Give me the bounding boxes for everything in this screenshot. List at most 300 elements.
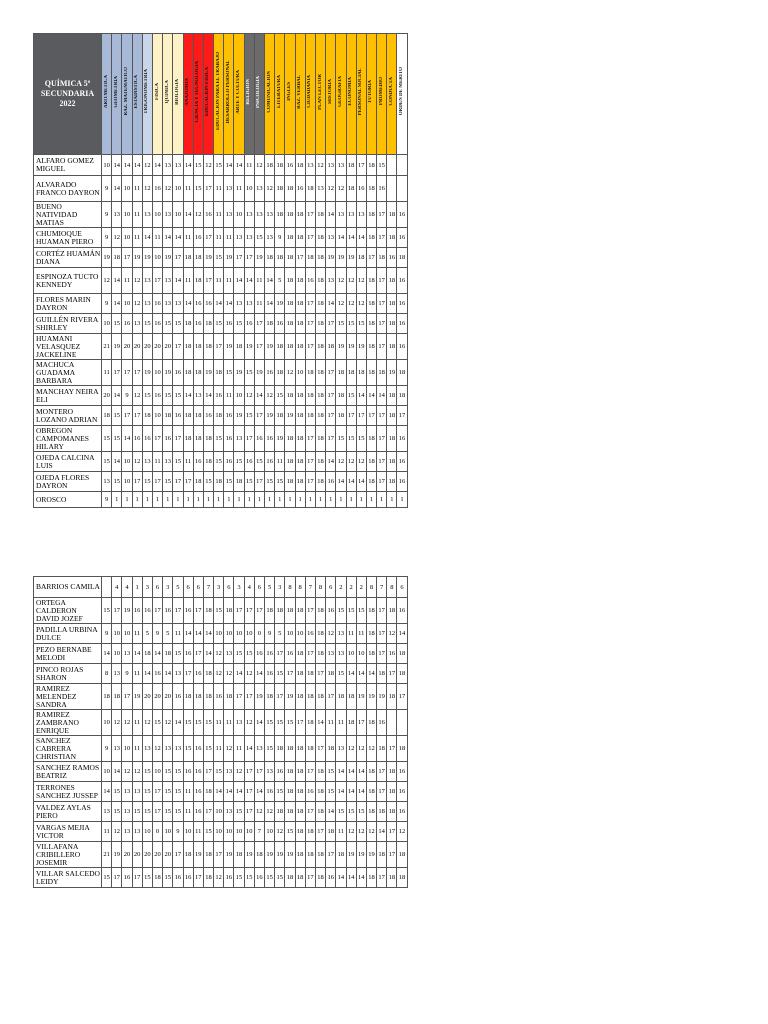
grade-cell: 13	[224, 644, 234, 664]
grade-cell: 11	[254, 268, 264, 294]
grade-cell: 1	[265, 492, 275, 508]
grade-cell: 19	[265, 406, 275, 426]
grade-cell: 18	[203, 426, 213, 452]
grade-cell: 18	[224, 598, 234, 624]
grade-cell: 14	[254, 782, 264, 802]
grade-cell: 13	[254, 176, 264, 202]
subject-header-label: PSICOLOGIA	[256, 75, 262, 108]
grade-cell: 18	[377, 802, 387, 822]
grade-cell: 7	[254, 822, 264, 842]
grade-cell: 17	[305, 868, 315, 888]
grade-cell: 19	[224, 334, 234, 360]
grade-cell: 15	[173, 782, 183, 802]
grade-cell: 17	[377, 762, 387, 782]
grade-cell: 20	[122, 842, 132, 868]
grade-cell: 8	[315, 577, 325, 598]
grade-cell: 3	[234, 577, 244, 598]
student-name: OBREGON CAMPOMANES HILARY	[34, 426, 102, 452]
grade-cell: 11	[224, 228, 234, 248]
grade-cell: 20	[142, 842, 152, 868]
grade-cell: 17	[254, 334, 264, 360]
grade-cell: 1	[387, 492, 397, 508]
grade-cell: 12	[214, 664, 224, 684]
subject-header-label: EDUCACION PARA EL TRABAJO	[215, 52, 221, 131]
student-name: FLORES MARIN DAYRON	[34, 294, 102, 314]
subject-header	[203, 34, 213, 155]
grade-cell: 18	[285, 268, 295, 294]
grade-cell: 18	[224, 684, 234, 710]
grade-cell: 16	[397, 782, 407, 802]
grade-cell: 17	[152, 268, 162, 294]
grade-cell: 17	[305, 202, 315, 228]
grade-cell: 11	[214, 176, 224, 202]
grade-cell: 9	[173, 822, 183, 842]
grade-cell: 12	[112, 822, 122, 842]
subject-header	[315, 34, 325, 155]
grade-cell: 11	[183, 176, 193, 202]
grade-cell: 17	[326, 842, 336, 868]
grade-cell: 14	[356, 782, 366, 802]
grade-cell: 15	[173, 386, 183, 406]
header-row	[34, 34, 408, 155]
grade-cell: 8	[295, 577, 305, 598]
student-row	[34, 684, 408, 710]
grade-cell: 8	[366, 577, 376, 598]
grade-cell: 18	[285, 782, 295, 802]
grade-cell: 14	[183, 155, 193, 176]
subject-header	[224, 34, 234, 155]
grade-cell: 18	[285, 334, 295, 360]
student-row	[34, 664, 408, 684]
grade-cell: 15	[173, 452, 183, 472]
grade-cell: 16	[224, 314, 234, 334]
grade-cell: 1	[214, 492, 224, 508]
subject-header-label: TRIGONOMETRIA	[144, 69, 150, 114]
grade-cell: 11	[254, 294, 264, 314]
grade-cell: 15	[142, 762, 152, 782]
grade-cell: 17	[305, 598, 315, 624]
grade-cell: 18	[295, 294, 305, 314]
grade-cell: 16	[193, 294, 203, 314]
grade-cell: 19	[326, 248, 336, 268]
grade-cell: 12	[326, 624, 336, 644]
grade-cell: 10	[112, 624, 122, 644]
grade-cell: 19	[234, 360, 244, 386]
grade-cell: 16	[152, 294, 162, 314]
grade-cell: 15	[183, 710, 193, 736]
grade-cell: 13	[234, 710, 244, 736]
grade-cell: 18	[285, 386, 295, 406]
grade-cell: 18	[234, 472, 244, 492]
grade-cell: 16	[142, 598, 152, 624]
grade-cell: 16	[193, 664, 203, 684]
grade-cell: 17	[193, 598, 203, 624]
grade-cell: 18	[315, 624, 325, 644]
grade-cell: 16	[183, 598, 193, 624]
grade-cell: 18	[193, 334, 203, 360]
grade-cell	[387, 710, 397, 736]
grade-cell: 15	[346, 598, 356, 624]
grade-cell: 16	[152, 386, 162, 406]
grade-cell: 7	[305, 577, 315, 598]
grade-cell: 1	[315, 492, 325, 508]
grade-cell: 17	[244, 248, 254, 268]
grade-cell: 15	[173, 644, 183, 664]
grade-cell: 18	[193, 406, 203, 426]
student-row	[34, 248, 408, 268]
grade-cell: 12	[132, 452, 142, 472]
student-row	[34, 492, 408, 508]
grade-cell: 17	[244, 802, 254, 822]
grade-cell: 16	[132, 598, 142, 624]
student-row	[34, 406, 408, 426]
grade-cell: 15	[203, 822, 213, 842]
grade-cell: 17	[244, 684, 254, 710]
grade-cell: 12	[142, 155, 152, 176]
grade-cell: 16	[397, 598, 407, 624]
subject-header-label: COMUNICACION	[266, 70, 272, 113]
grade-cell: 15	[142, 386, 152, 406]
grade-cell: 10	[102, 314, 112, 334]
grade-cell: 18	[315, 406, 325, 426]
grade-cell: 18	[295, 598, 305, 624]
grade-cell: 19	[234, 406, 244, 426]
subject-header-label: TUTORIA	[368, 79, 374, 104]
grade-cell: 18	[102, 406, 112, 426]
grade-cell: 12	[336, 176, 346, 202]
grade-cell: 14	[173, 268, 183, 294]
grade-cell: 15	[203, 736, 213, 762]
grade-cell: 13	[254, 736, 264, 762]
grade-cell: 19	[275, 294, 285, 314]
grade-cell: 13	[336, 736, 346, 762]
student-name: OJEDA FLORES DAYRON	[34, 472, 102, 492]
grade-cell: 17	[203, 228, 213, 248]
grade-cell: 16	[397, 268, 407, 294]
grade-cell: 18	[295, 868, 305, 888]
grade-cell: 18	[183, 842, 193, 868]
grade-cell: 13	[224, 762, 234, 782]
grade-cell: 14	[234, 664, 244, 684]
grade-cell: 18	[336, 386, 346, 406]
grade-cell: 17	[326, 684, 336, 710]
grade-cell: 16	[173, 360, 183, 386]
grade-cell: 5	[142, 624, 152, 644]
student-row	[34, 762, 408, 782]
grade-cell: 18	[377, 664, 387, 684]
grade-cell: 18	[387, 314, 397, 334]
subject-header-label: LITERATURA	[276, 75, 282, 108]
grade-cell: 18	[315, 228, 325, 248]
grade-cell: 13	[336, 624, 346, 644]
grade-cell: 19	[112, 842, 122, 868]
grade-cell: 15	[173, 762, 183, 782]
grade-cell: 13	[326, 268, 336, 294]
grade-cell: 18	[326, 822, 336, 842]
grade-cell: 14	[163, 228, 173, 248]
grade-cell: 17	[315, 664, 325, 684]
student-name: SANCHEZ RAMOS BEATRIZ	[34, 762, 102, 782]
grade-cell: 16	[152, 314, 162, 334]
grade-cell: 17	[234, 684, 244, 710]
grade-cell: 12	[214, 868, 224, 888]
grade-cell: 17	[152, 598, 162, 624]
grade-cell: 19	[244, 334, 254, 360]
grade-cell: 19	[244, 842, 254, 868]
grade-cell: 14	[112, 294, 122, 314]
grade-cell: 16	[285, 644, 295, 664]
grade-cell: 19	[356, 684, 366, 710]
grade-cell: 6	[397, 577, 407, 598]
grade-cell: 14	[214, 782, 224, 802]
grade-cell: 19	[224, 248, 234, 268]
grade-cell: 1	[244, 492, 254, 508]
grade-cell: 15	[275, 664, 285, 684]
grade-cell: 17	[397, 684, 407, 710]
grade-cell: 12	[224, 736, 234, 762]
grade-cell: 3	[275, 577, 285, 598]
grade-cell: 14	[336, 472, 346, 492]
grade-cell: 14	[346, 664, 356, 684]
grade-cell: 19	[285, 842, 295, 868]
grade-cell: 15	[112, 406, 122, 426]
grade-cell: 15	[183, 736, 193, 762]
grade-cell: 7	[377, 577, 387, 598]
subject-header	[173, 34, 183, 155]
grade-cell: 18	[366, 472, 376, 492]
grade-cell: 15	[163, 782, 173, 802]
subject-header	[132, 34, 142, 155]
grade-cell: 15	[275, 710, 285, 736]
grade-cell: 10	[356, 644, 366, 664]
grade-cell: 15	[214, 248, 224, 268]
grade-cell: 19	[102, 248, 112, 268]
grade-cell: 21	[102, 842, 112, 868]
grade-cell: 16	[397, 202, 407, 228]
grade-cell: 13	[234, 426, 244, 452]
grade-cell: 14	[203, 386, 213, 406]
grade-cell: 13	[142, 736, 152, 762]
student-name: PINCO ROJAS SHARON	[34, 664, 102, 684]
grade-cell: 18	[305, 842, 315, 868]
grade-cell: 12	[285, 360, 295, 386]
student-row	[34, 228, 408, 248]
subject-header-label: ARTE Y CULTURA	[236, 69, 242, 114]
grade-cell: 11	[214, 710, 224, 736]
grade-cell: 18	[275, 202, 285, 228]
grade-cell: 12	[356, 452, 366, 472]
grade-cell: 11	[122, 268, 132, 294]
grade-cell: 18	[326, 334, 336, 360]
grade-cell: 14	[112, 386, 122, 406]
grade-cell: 12	[112, 710, 122, 736]
grade-cell: 14	[122, 155, 132, 176]
subject-header-label: EDUCACION FISICA	[205, 66, 211, 117]
subject-header-label: CIENCIA Y TECNOLOGIA	[195, 60, 201, 123]
grade-cell: 20	[142, 684, 152, 710]
grade-cell: 1	[122, 492, 132, 508]
grade-cell: 15	[102, 426, 112, 452]
grade-cell: 18	[397, 386, 407, 406]
grade-cell: 18	[295, 782, 305, 802]
grade-cell: 14	[173, 228, 183, 248]
grade-cell: 17	[214, 842, 224, 868]
grade-cell: 18	[193, 248, 203, 268]
student-row	[34, 334, 408, 360]
grade-cell: 14	[366, 386, 376, 406]
grade-cell: 18	[183, 406, 193, 426]
grade-cell: 18	[336, 406, 346, 426]
grade-cell: 13	[234, 294, 244, 314]
grade-cell: 12	[122, 762, 132, 782]
grade-cell: 19	[285, 406, 295, 426]
grade-cell: 18	[315, 684, 325, 710]
grade-cell: 20	[132, 842, 142, 868]
grade-cell: 13	[112, 202, 122, 228]
subject-header	[234, 34, 244, 155]
grade-cell: 18	[387, 228, 397, 248]
grade-cell: 19	[142, 360, 152, 386]
grade-cell: 11	[336, 710, 346, 736]
grade-cell: 16	[397, 426, 407, 452]
grade-cell: 15	[102, 868, 112, 888]
grade-cell: 16	[326, 472, 336, 492]
grade-cell: 16	[305, 624, 315, 644]
grade-cell: 10	[152, 248, 162, 268]
grade-cell: 14	[265, 294, 275, 314]
grade-cell: 11	[224, 386, 234, 406]
grade-cell: 15	[132, 802, 142, 822]
grade-cell: 13	[112, 664, 122, 684]
grade-cell: 1	[173, 492, 183, 508]
student-name: ALVARADO FRANCO DAYRON	[34, 176, 102, 202]
grade-cell: 17	[132, 472, 142, 492]
grade-cell: 19	[377, 684, 387, 710]
grade-cell: 8	[285, 577, 295, 598]
grade-cell: 11	[132, 176, 142, 202]
grade-cell: 16	[397, 314, 407, 334]
grade-cell: 13	[224, 202, 234, 228]
grade-cell: 18	[387, 452, 397, 472]
subject-header-label: QUIMICA	[164, 79, 170, 104]
grade-cell: 17	[234, 248, 244, 268]
student-name: CORTÉZ HUAMÁN DIANA	[34, 248, 102, 268]
grade-cell: 11	[183, 782, 193, 802]
grade-cell: 18	[295, 314, 305, 334]
grade-cell: 18	[295, 426, 305, 452]
grade-cell: 14	[336, 228, 346, 248]
grade-cell: 18	[356, 248, 366, 268]
grade-cell: 15	[244, 360, 254, 386]
grade-cell: 11	[173, 624, 183, 644]
grade-cell: 18	[203, 314, 213, 334]
student-name: VILLAR SALCEDO LEIDY	[34, 868, 102, 888]
grade-cell: 16	[173, 684, 183, 710]
grade-cell: 16	[183, 762, 193, 782]
grade-cell: 17	[377, 452, 387, 472]
grade-cell: 1	[346, 492, 356, 508]
grade-cell: 18	[366, 782, 376, 802]
grade-cell: 19	[285, 684, 295, 710]
grade-cell: 18	[285, 426, 295, 452]
grade-cell: 18	[315, 762, 325, 782]
grade-cell: 10	[214, 624, 224, 644]
grade-cell: 15	[203, 710, 213, 736]
grade-cell: 11	[183, 268, 193, 294]
grade-cell: 1	[112, 492, 122, 508]
grade-cell: 14	[183, 202, 193, 228]
grade-cell: 18	[295, 155, 305, 176]
grade-cell: 14	[214, 294, 224, 314]
grade-cell: 15	[336, 664, 346, 684]
grade-cell: 15	[336, 802, 346, 822]
subject-header-label: INGLES	[286, 82, 292, 101]
grade-cell: 18	[315, 426, 325, 452]
grade-cell: 16	[275, 762, 285, 782]
grade-cell: 18	[315, 782, 325, 802]
grade-cell: 18	[214, 472, 224, 492]
grade-cell: 18	[193, 360, 203, 386]
grade-cell: 16	[163, 426, 173, 452]
grade-cell: 15	[214, 155, 224, 176]
grade-cell: 15	[244, 644, 254, 664]
grade-cell: 18	[366, 624, 376, 644]
grade-cell: 18	[295, 452, 305, 472]
grade-cell: 15	[163, 386, 173, 406]
grade-cell: 5	[275, 624, 285, 644]
student-row	[34, 202, 408, 228]
grade-cell: 11	[224, 268, 234, 294]
grade-cell: 17	[305, 644, 315, 664]
grade-cell: 14	[163, 664, 173, 684]
grade-cell: 19	[203, 248, 213, 268]
grade-cell: 17	[377, 406, 387, 426]
grade-cell: 18	[214, 360, 224, 386]
grade-cell: 12	[336, 268, 346, 294]
student-name: ESPINOZA TUCTO KENNEDY	[34, 268, 102, 294]
grade-cell: 15	[336, 314, 346, 334]
grade-cell: 13	[336, 644, 346, 664]
grade-cell: 18	[356, 360, 366, 386]
subject-header-label: ORDEN DE MERITO	[399, 67, 405, 116]
grade-cell: 18	[315, 334, 325, 360]
grade-cell: 12	[132, 268, 142, 294]
grade-cell: 10	[244, 624, 254, 644]
grade-cell: 9	[102, 736, 112, 762]
grade-cell: 14	[244, 268, 254, 294]
grade-cell: 15	[265, 710, 275, 736]
grade-cell: 6	[254, 577, 264, 598]
grade-cell: 14	[356, 762, 366, 782]
grade-cell: 17	[173, 598, 183, 624]
grade-cell: 13	[173, 664, 183, 684]
grade-cell: 18	[315, 802, 325, 822]
grade-cell: 11	[346, 624, 356, 644]
grade-cell: 17	[203, 268, 213, 294]
grade-cell: 16	[397, 762, 407, 782]
student-row	[34, 842, 408, 868]
grade-cell: 12	[203, 155, 213, 176]
grade-cell: 18	[366, 644, 376, 664]
grade-cell: 15	[244, 472, 254, 492]
grade-cell: 13	[305, 155, 315, 176]
grade-cell: 18	[366, 452, 376, 472]
grade-cell: 18	[366, 228, 376, 248]
grade-cell: 18	[285, 472, 295, 492]
grade-cell: 18	[326, 736, 336, 762]
grade-cell: 10	[295, 360, 305, 386]
student-row	[34, 452, 408, 472]
